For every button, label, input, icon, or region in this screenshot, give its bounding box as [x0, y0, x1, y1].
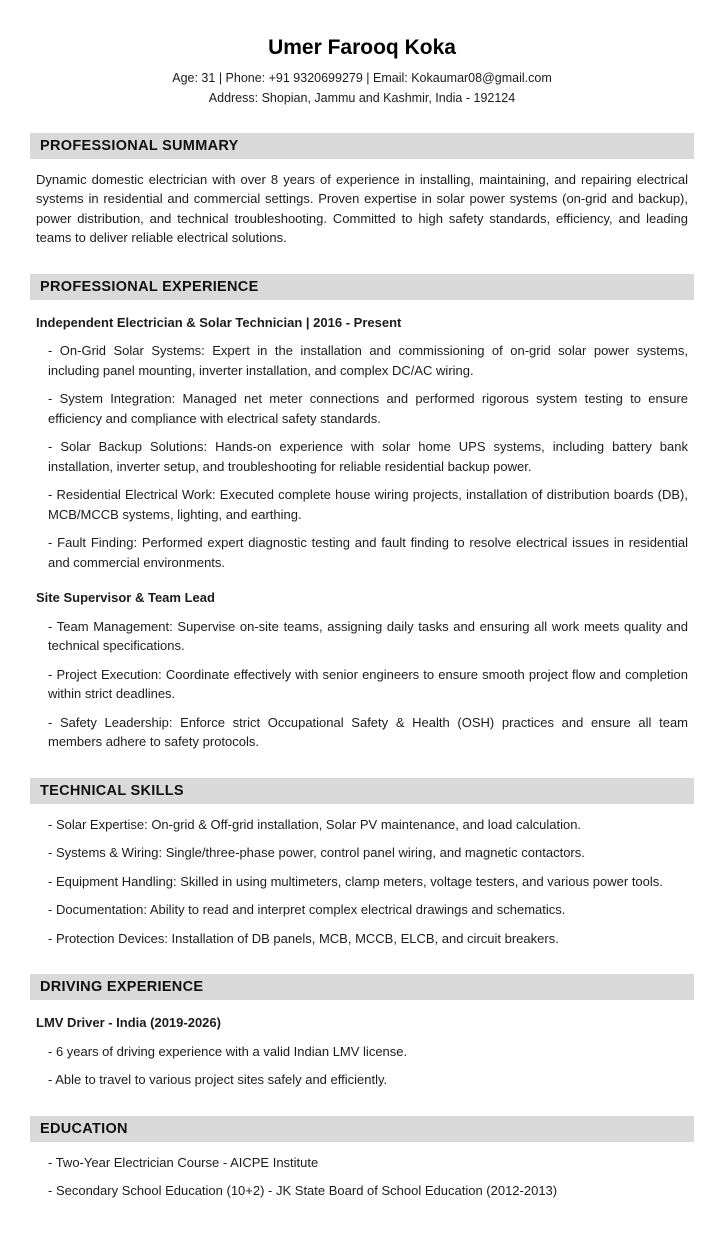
candidate-name: Umer Farooq Koka: [268, 36, 456, 59]
resume-header: [30, 36, 694, 107]
section-education: [30, 1116, 694, 1201]
driving-bullet: - 6 years of driving experience with a valid Indian LMV license.: [48, 1043, 408, 1059]
job-bullet: - Residential Electrical Work: Executed complete house wiring projects, installation of distribution boards (DB), MCB/MCCB systems, lighting, and earthing.: [48, 487, 688, 522]
job-bullet: - Project Execution: Coordinate effectively with senior engineers to ensure smooth project flow and completion within strict deadlines.: [48, 666, 688, 702]
section-driving-experience: [30, 974, 694, 1090]
job-bullet: - Solar Backup Solutions: Hands-on experience with solar home UPS systems, including battery bank installation, inverter setup, and troubleshooting for reliable residential backup power.: [48, 439, 688, 474]
driving-experience-body: [30, 1000, 694, 1090]
summary-paragraph: Dynamic domestic electrician with over 8 years of experience in installing, maintaining, and repairing electrical systems in residential and commercial settings. Proven expertise in solar power systems (on-grid and backup), power distribution, and technical troubleshooting. Committed to high safety standards, efficiency, and leading teams to deliver reliable electrical solutions.: [36, 171, 688, 246]
section-professional-experience: [30, 274, 694, 752]
section-professional-summary: [30, 133, 694, 248]
section-title-professional-summary: PROFESSIONAL SUMMARY: [30, 133, 694, 159]
skill-bullet: - Equipment Handling: Skilled in using multimeters, clamp meters, voltage testers, and various power tools.: [48, 873, 663, 889]
section-title-technical-skills: TECHNICAL SKILLS: [30, 778, 694, 804]
education-body: [30, 1142, 694, 1201]
job-bullet: - Safety Leadership: Enforce strict Occupational Safety & Health (OSH) practices and ensure all team members adhere to safety protocols.: [48, 714, 688, 750]
professional-experience-body: [30, 300, 694, 752]
skill-bullet: - Systems & Wiring: Single/three-phase power, control panel wiring, and magnetic contactors.: [48, 845, 585, 861]
section-title-driving-experience: DRIVING EXPERIENCE: [30, 974, 694, 1000]
skill-bullet: - Solar Expertise: On-grid & Off-grid installation, Solar PV maintenance, and load calculation.: [48, 816, 582, 832]
job-heading-independent-electrician: Independent Electrician & Solar Technician | 2016 - Present: [36, 314, 402, 330]
job-bullet: - On-Grid Solar Systems: Expert in the installation and commissioning of on-grid solar power systems, including panel mounting, inverter installation, and complex DC/AC wiring.: [48, 343, 688, 378]
contact-line-2: Address: Shopian, Jammu and Kashmir, India - 192124: [208, 90, 516, 105]
driving-bullet: - Able to travel to various project sites safely and efficiently.: [48, 1072, 388, 1088]
education-bullet: - Two-Year Electrician Course - AICPE Institute: [48, 1154, 319, 1170]
skill-bullet: - Documentation: Ability to read and interpret complex electrical drawings and schematics.: [48, 902, 566, 918]
section-title-professional-experience: PROFESSIONAL EXPERIENCE: [30, 274, 694, 300]
technical-skills-body: [30, 804, 694, 949]
education-bullet: - Secondary School Education (10+2) - JK State Board of School Education (2012-2013): [48, 1183, 558, 1199]
section-technical-skills: [30, 778, 694, 949]
skill-bullet: - Protection Devices: Installation of DB panels, MCB, MCCB, ELCB, and circuit breakers.: [48, 930, 559, 946]
job-bullet: - System Integration: Managed net meter connections and performed rigorous system testing to ensure efficiency and compliance with electrical safety standards.: [48, 391, 688, 426]
section-title-education: EDUCATION: [30, 1116, 694, 1142]
job-bullet: - Fault Finding: Performed expert diagnostic testing and fault finding to resolve electrical issues in residential and commercial environments.: [48, 535, 688, 570]
job-bullet: - Team Management: Supervise on-site teams, assigning daily tasks and ensuring all work meets quality and technical specifications.: [48, 618, 688, 654]
contact-line-1: Age: 31 | Phone: +91 9320699279 | Email: Kokaumar08@gmail.com: [172, 71, 552, 85]
job-heading-site-supervisor: Site Supervisor & Team Lead: [36, 590, 215, 606]
driving-heading-lmv-driver: LMV Driver - India (2019-2026): [36, 1015, 221, 1031]
professional-summary-body: [30, 159, 694, 248]
